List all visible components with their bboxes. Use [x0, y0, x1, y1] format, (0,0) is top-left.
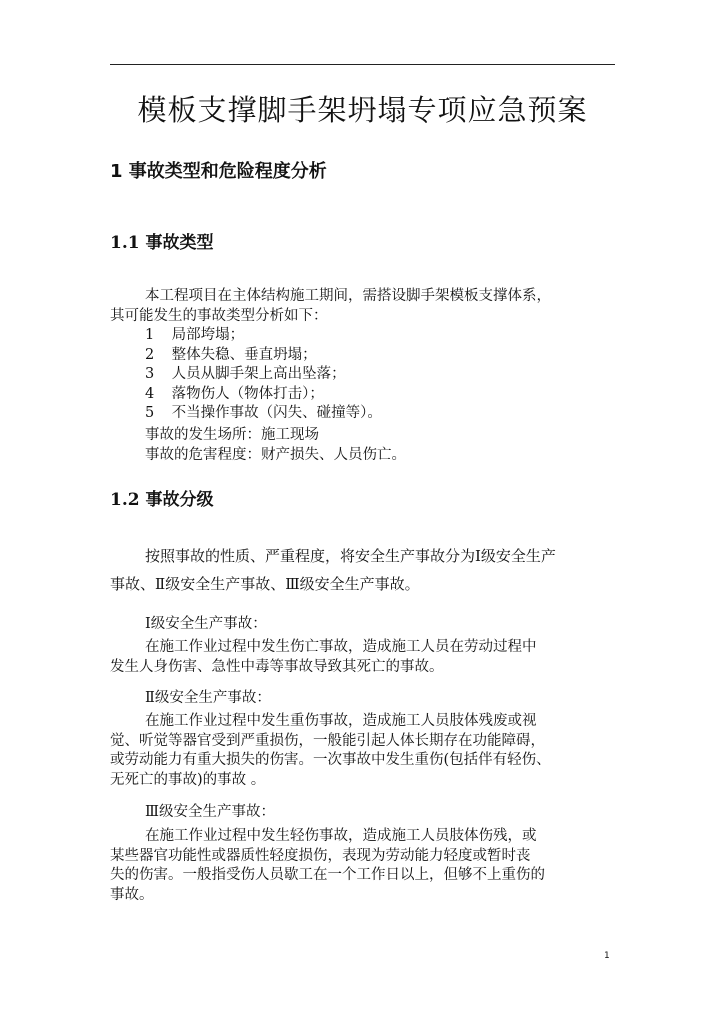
- list-text: 人员从脚手架上高出坠落；: [171, 366, 346, 382]
- grade-3-line: 在施工作业过程中发生轻伤事故，造成施工人员肢体伤残，或: [145, 828, 537, 844]
- list-text: 局部垮塌；: [171, 327, 245, 343]
- list-item: [145, 365, 346, 385]
- grade-2-line: 或劳动能力有重大损失的伤害。一次事故中发生重伤(包括伴有轻伤、: [110, 752, 551, 768]
- list-text: 整体失稳、垂直坍塌；: [171, 346, 317, 363]
- grade-1-label: Ⅰ级安全生产事故：: [145, 616, 267, 632]
- list-number: 2: [145, 346, 155, 363]
- grade-2-line: 觉、听觉等器官受到严重损伤，一般能引起人体长期存在功能障碍，: [110, 732, 545, 749]
- accident-location: 事故的发生场所：施工现场: [145, 427, 319, 443]
- intro-line: 本工程项目在主体结构施工期间，需搭设脚手架模板支撑体系，: [145, 288, 551, 304]
- list-item: [145, 346, 317, 366]
- grade-1-line: 在施工作业过程中发生伤亡事故，造成施工人员在劳动过程中: [145, 639, 537, 655]
- grade-2-label: Ⅱ级安全生产事故：: [145, 690, 271, 706]
- grade-intro-line: 按照事故的性质、严重程度，将安全生产事故分为Ⅰ级安全生产: [145, 547, 556, 565]
- grade-1-paragraph: [110, 638, 620, 677]
- grade-intro-line: 事故、Ⅱ级安全生产事故、Ⅲ级安全生产事故。: [110, 575, 420, 593]
- accident-harm: 事故的危害程度：财产损失、人员伤亡。: [145, 446, 406, 463]
- list-text: 落物伤人（物体打击）；: [171, 385, 324, 402]
- document-title: 模板支撑脚手架坍塌专项应急预案: [137, 93, 588, 127]
- grade-1-line: 发生人身伤害、急性中毒等事故导致其死亡的事故。: [110, 658, 444, 675]
- page-number: 1: [604, 951, 610, 961]
- list-item: [145, 326, 244, 346]
- list-number: 4: [145, 385, 155, 402]
- grade-3-line: 事故。: [110, 886, 154, 903]
- list-text: 不当操作事故（闪失、碰撞等）。: [171, 405, 382, 421]
- grade-3-label: Ⅲ级安全生产事故：: [145, 804, 275, 820]
- list-number: 5: [145, 405, 155, 421]
- section-1-1-heading: 1.1 事故类型: [110, 233, 214, 253]
- grade-2-paragraph: [110, 712, 620, 790]
- list-number: 1: [145, 327, 155, 343]
- intro-line: 其可能发生的事故类型分析如下：: [110, 307, 328, 324]
- grade-3-line: 某些器官功能性或器质性轻度损伤，表现为劳动能力轻度或暂时丧: [110, 847, 531, 864]
- grade-2-line: 在施工作业过程中发生重伤事故，造成施工人员肢体残废或视: [145, 713, 537, 729]
- section-1-2-heading: 1.2 事故分级: [110, 490, 214, 510]
- grade-2-line: 无死亡的事故)的事故 。: [110, 771, 266, 788]
- header-rule: [110, 64, 615, 65]
- list-item: [145, 404, 382, 424]
- grade-3-paragraph: [110, 827, 620, 905]
- intro-paragraph: [110, 287, 620, 326]
- section-1-heading: 1 事故类型和危险程度分析: [110, 161, 327, 182]
- list-number: 3: [145, 366, 155, 382]
- list-item: [145, 385, 324, 405]
- grade-3-line: 失的伤害。一般指受伤人员歇工在一个工作日以上，但够不上重伤的: [110, 867, 545, 883]
